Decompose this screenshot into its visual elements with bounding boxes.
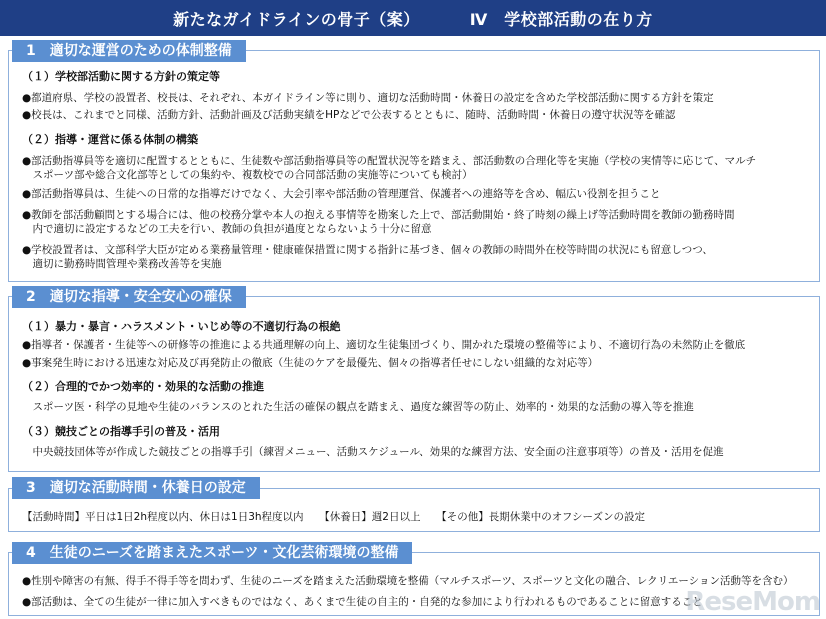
s1-line-8: 内で適切に設定するなどの工夫を行い、教師の負担が過度とならないよう十分に留意 — [22, 223, 432, 235]
page-subtitle: Ⅳ 学校部活動の在り方 — [469, 9, 653, 29]
page-title: 新たなガイドラインの骨子（案） — [173, 9, 420, 29]
section-2-heading: 2 適切な指導・安全安心の確保 — [12, 286, 246, 308]
s2-line-1: ●指導者・保護者・生徒等への研修等の推進による共通理解の向上、適切な生徒集団づくり、開かれた環境の整備等により、不適切行為の未然防止を徹底 — [22, 339, 746, 351]
s1-line-4: ●部活動指導員等を適切に配置するとともに、生徒数や部活動指導員等の配置状況等を踏まえ、部活動数の合理化等を実施（学校の実情等に応じて、マルチ — [22, 155, 757, 167]
s2-line-6: 中央競技団体等が作成した競技ごとの指導手引（練習メニュー、活動スケジュール、効果的な練習方法、安全面の注意事項等）の普及・活用を促進 — [22, 446, 724, 458]
s4-line-1: ●部活動は、全ての生徒が一律に加入すべきものではなく、あくまで生徒の自主的・自発的な参加により行われるものであることに留意すること — [22, 596, 703, 608]
s1-line-0: （１）学校部活動に関する方針の策定等 — [22, 70, 220, 83]
s2-line-3: （２）合理的でかつ効率的・効果的な活動の推進 — [22, 380, 264, 393]
s2-line-0: （１）暴力・暴言・ハラスメント・いじめ等の不適切行為の根絶 — [22, 320, 341, 333]
s4-line-0: ●性別や障害の有無、得手不得手等を問わず、生徒のニーズを踏まえた活動環境を整備（マルチスポーツ、スポーツと文化の融合、レクリエーション活動等を含む） — [22, 575, 794, 587]
s1-line-1: ●都道府県、学校の設置者、校長は、それぞれ、本ガイドライン等に則り、適切な活動時間・休養日の設定を含めた学校部活動に関する方針を策定 — [22, 92, 714, 104]
s2-line-4: スポーツ医・科学の見地や生徒のバランスのとれた生活の確保の観点を踏まえ、過度な練習等の防止、効率的・効果的な活動の導入等を推進 — [22, 401, 694, 413]
s1-line-7: ●教師を部活動顧問とする場合には、他の校務分掌や本人の抱える事情等を勘案した上で、部活動開始・終了時刻の繰上げ等活動時間を教師の勤務時間 — [22, 209, 735, 221]
section-3-heading: 3 適切な活動時間・休養日の設定 — [12, 477, 260, 499]
section-1-heading: 1 適切な運営のための体制整備 — [12, 40, 246, 62]
s2-line-5: （３）競技ごとの指導手引の普及・活用 — [22, 425, 220, 438]
s1-line-3: （２）指導・運営に係る体制の構築 — [22, 133, 198, 146]
s1-line-5: スポーツ部や総合文化部等としての集約や、複数校での合同部活動の実施等についても検討） — [22, 169, 473, 181]
page-title-bar — [0, 0, 826, 36]
s2-line-2: ●事案発生時における迅速な対応及び再発防止の徹底（生徒のケアを最優先、個々の指導者任せにしない組織的な対応等） — [22, 357, 599, 369]
section-4-heading: 4 生徒のニーズを踏まえたスポーツ・文化芸術環境の整備 — [12, 542, 412, 564]
s3-line-0: 【活動時間】平日は1日2h程度以内、休日は1日3h程度以内 【休養日】週2日以上 【その他】長期休業中のオフシーズンの設定 — [22, 511, 645, 523]
s1-line-2: ●校長は、これまでと同様、活動方針、活動計画及び活動実績をHPなどで公表するとともに、随時、活動時間・休養日の遵守状況等を確認 — [22, 109, 676, 121]
s1-line-9: ●学校設置者は、文部科学大臣が定める業務量管理・健康確保措置に関する指針に基づき、個々の教師の時間外在校等時間の状況にも留意しつつ、 — [22, 244, 713, 256]
s1-line-10: 適切に勤務時間管理や業務改善等を実施 — [22, 258, 222, 270]
s1-line-6: ●部活動指導員は、生徒への日常的な指導だけでなく、大会引率や部活動の管理運営、保護者への連絡等を含め、幅広い役割を担うこと — [22, 188, 661, 200]
resemom-logo-watermark: ReseMom — [685, 587, 820, 617]
